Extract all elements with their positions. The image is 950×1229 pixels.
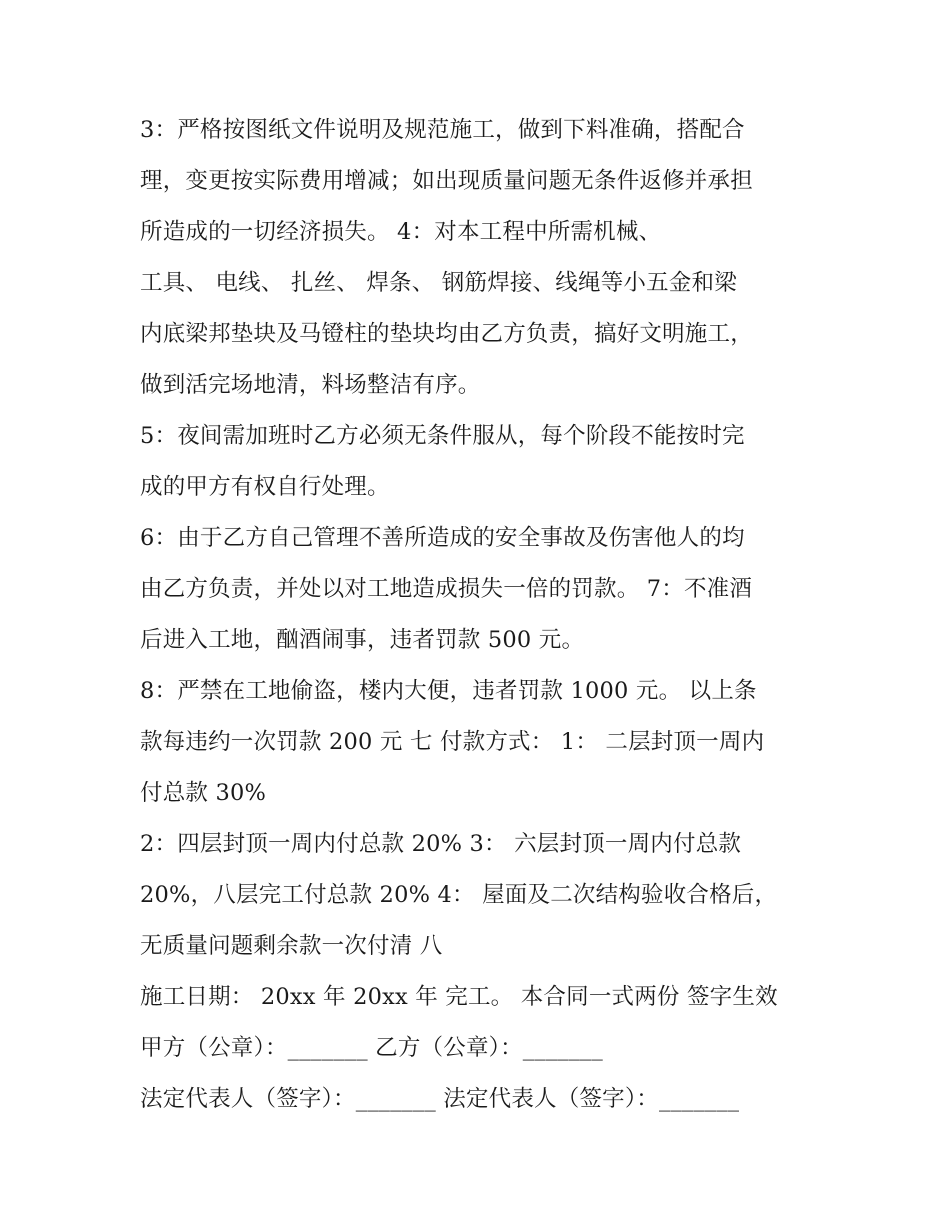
text-line: 做到活完场地清，料场整洁有序。	[140, 372, 481, 398]
text-line: 后进入工地，酗酒闹事，违者罚款 500 元。	[140, 627, 585, 653]
text-line: 无质量问题剩余款一次付清 八	[140, 933, 443, 959]
signature-line-seal: 甲方（公章）：_______ 乙方（公章）：_______	[140, 1035, 603, 1061]
signature-line-representative: 法定代表人（签字）：_______ 法定代表人（签字）：_______	[140, 1086, 740, 1112]
text-line: 付总款 30%	[140, 780, 267, 806]
text-line: 款每违约一次罚款 200 元 七 付款方式： 1： 二层封顶一周内	[140, 729, 765, 755]
text-line: 内底梁邦垫块及马镫柱的垫块均由乙方负责，搞好文明施工，	[140, 321, 753, 347]
text-line: 3：严格按图纸文件说明及规范施工，做到下料准确，搭配合	[140, 117, 745, 143]
text-line: 施工日期： 20xx 年 20xx 年 完工。 本合同一式两份 签字生效	[140, 984, 778, 1010]
text-line: 理，变更按实际费用增减；如出现质量问题无条件返修并承担	[140, 168, 753, 194]
text-line: 6：由于乙方自己管理不善所造成的安全事故及伤害他人的均	[140, 525, 745, 551]
text-line: 20%，八层完工付总款 20% 4： 屋面及二次结构验收合格后，	[140, 882, 778, 908]
text-line: 2：四层封顶一周内付总款 20% 3： 六层封顶一周内付总款	[140, 831, 742, 857]
text-line: 由乙方负责，并处以对工地造成损失一倍的罚款。 7：不准酒	[140, 576, 753, 602]
text-line: 8：严禁在工地偷盗，楼内大便，违者罚款 1000 元。 以上条	[140, 678, 757, 704]
text-line: 成的甲方有权自行处理。	[140, 474, 390, 500]
text-line: 5：夜间需加班时乙方必须无条件服从，每个阶段不能按时完	[140, 423, 745, 449]
text-line: 工具、 电线、 扎丝、 焊条、 钢筋焊接、线绳等小五金和梁	[140, 270, 737, 296]
text-line: 所造成的一切经济损失。 4：对本工程中所需机械、	[140, 219, 662, 245]
